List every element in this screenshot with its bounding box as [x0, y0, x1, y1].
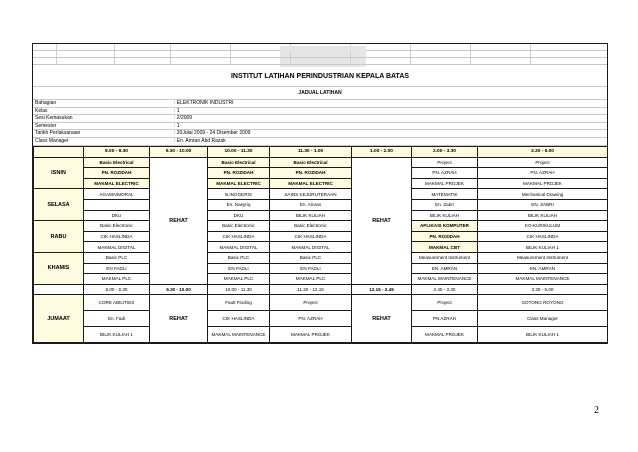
info-row: Tarikh Perlaksanaan : 20Julai 2009 - 24 Disember 2009 [33, 130, 607, 138]
rehat-jumaat-morning: REHAT [150, 295, 208, 343]
rehat-morning: REHAT [150, 157, 208, 284]
page-title: INSTITUT LATIHAN PERINDUSTRIAN KEPALA BATAS [230, 73, 410, 80]
table-row: CIK HASLINDA CIK HASLINDA CIK HASLINDA PN. ROSIDAH CIK HASLINDA [34, 231, 608, 242]
table-row: MAKMAL DIGITAL MAKMAL DIGITAL MAKMAL DIGITAL MAKMAL CBT BILIK KULIAH 1 [34, 242, 608, 253]
table-row: RABU Basic Electronic Basic Electronic Basic Electronic APLIKASI KOMPUTER KO-KURIKULUM [34, 221, 608, 232]
time-header-row: 8.00 - 9.30 9.30 - 10.00 10.00 - 11.30 11.30 - 1.00 1.00 - 2.00 2.00 - 3.30 3.30 - 5.00 [34, 146, 608, 157]
table-row: PN. ROZIDAH PN. ROZIDAH PN. ROZIDAH PN. AZRAH PN. AZRAH [34, 168, 608, 179]
table-row: ISNIN Basic Electrical REHAT Basic Electrical Basic Electrical REHAT Project Project [34, 157, 608, 168]
table-row: DKU DKU BILIK KULIAH BILIK KULIAH BILIK KULIAH [34, 210, 608, 221]
day-isnin: ISNIN [34, 157, 84, 189]
table-row: BILIK KULIAH 1 MAKMAL MAINTENANCE MAKMAL PROJEK MAKMAL PROJEK BILIK KULIAH 1 [34, 327, 608, 343]
table-row: En. Nasyriq En. Amran En. Zabri EN. ZABRI [34, 199, 608, 210]
table-row: EN FADLI EN FADLI EN FADLI EN. AMRAN EN. AMRAN [34, 263, 608, 274]
subtitle: JADUAL LATIHAN [33, 87, 607, 100]
blank-row [33, 44, 607, 51]
day-selasa: SELASA [34, 189, 84, 221]
table-row: SELASA AGAMA/MORAL B.INGGERIS SAINS KEJURUTERAAN MATEMATIK Mechanical Drawing [34, 189, 608, 200]
day-jumaat: JUMAAT [34, 295, 84, 343]
page-number: 2 [594, 405, 599, 416]
timetable-sheet [32, 43, 608, 344]
day-khamis: KHAMIS [34, 252, 84, 284]
info-row: Semester : 1 [33, 123, 607, 131]
jumaat-time-row: 8.00 - 9.30 9.30 - 10.00 10.00 - 11.30 11.30 - 12.15 12.15 - 2.45 2.45 - 3.30 3.30 - 5.00 [34, 284, 608, 295]
day-rabu: RABU [34, 221, 84, 253]
info-row: Sesi Kemasukan : 2/2009 [33, 115, 607, 123]
info-row: Class Manager : En. Amran Abd Razak [33, 138, 607, 146]
table-row: JUMAAT CORE ABILITIES REHAT Fault Finding Project REHAT Project GOTONG ROYONG [34, 295, 608, 311]
table-row: En. Fadi CIK HASLINDA PN. AZRAH PN AZRAH Class Manager [34, 311, 608, 327]
rehat-lunch: REHAT [352, 157, 412, 284]
rehat-jumaat-lunch: REHAT [352, 295, 412, 343]
table-row: MAKMAL PLC MAKMAL PLC MAKMAL PLC MAKMAL MAINTENANCE MAKMAL MAINTENANCE [34, 274, 608, 285]
info-row: Bahagian : ELEKTRONIK INDUSTRI [33, 100, 607, 108]
table-row: MAKMAL ELECTRIC MAKMAL ELECTRIC MAKMAL ELECTRIC MAKMAL PROJEK MAKMAL PROJEK [34, 178, 608, 189]
info-row: Kelas : 1 [33, 108, 607, 116]
table-row: KHAMIS Basic PLC Basic PLC Basic PLC Measurement Instrument Measurement Instrument [34, 252, 608, 263]
title-row [33, 65, 607, 87]
timetable [33, 146, 608, 344]
